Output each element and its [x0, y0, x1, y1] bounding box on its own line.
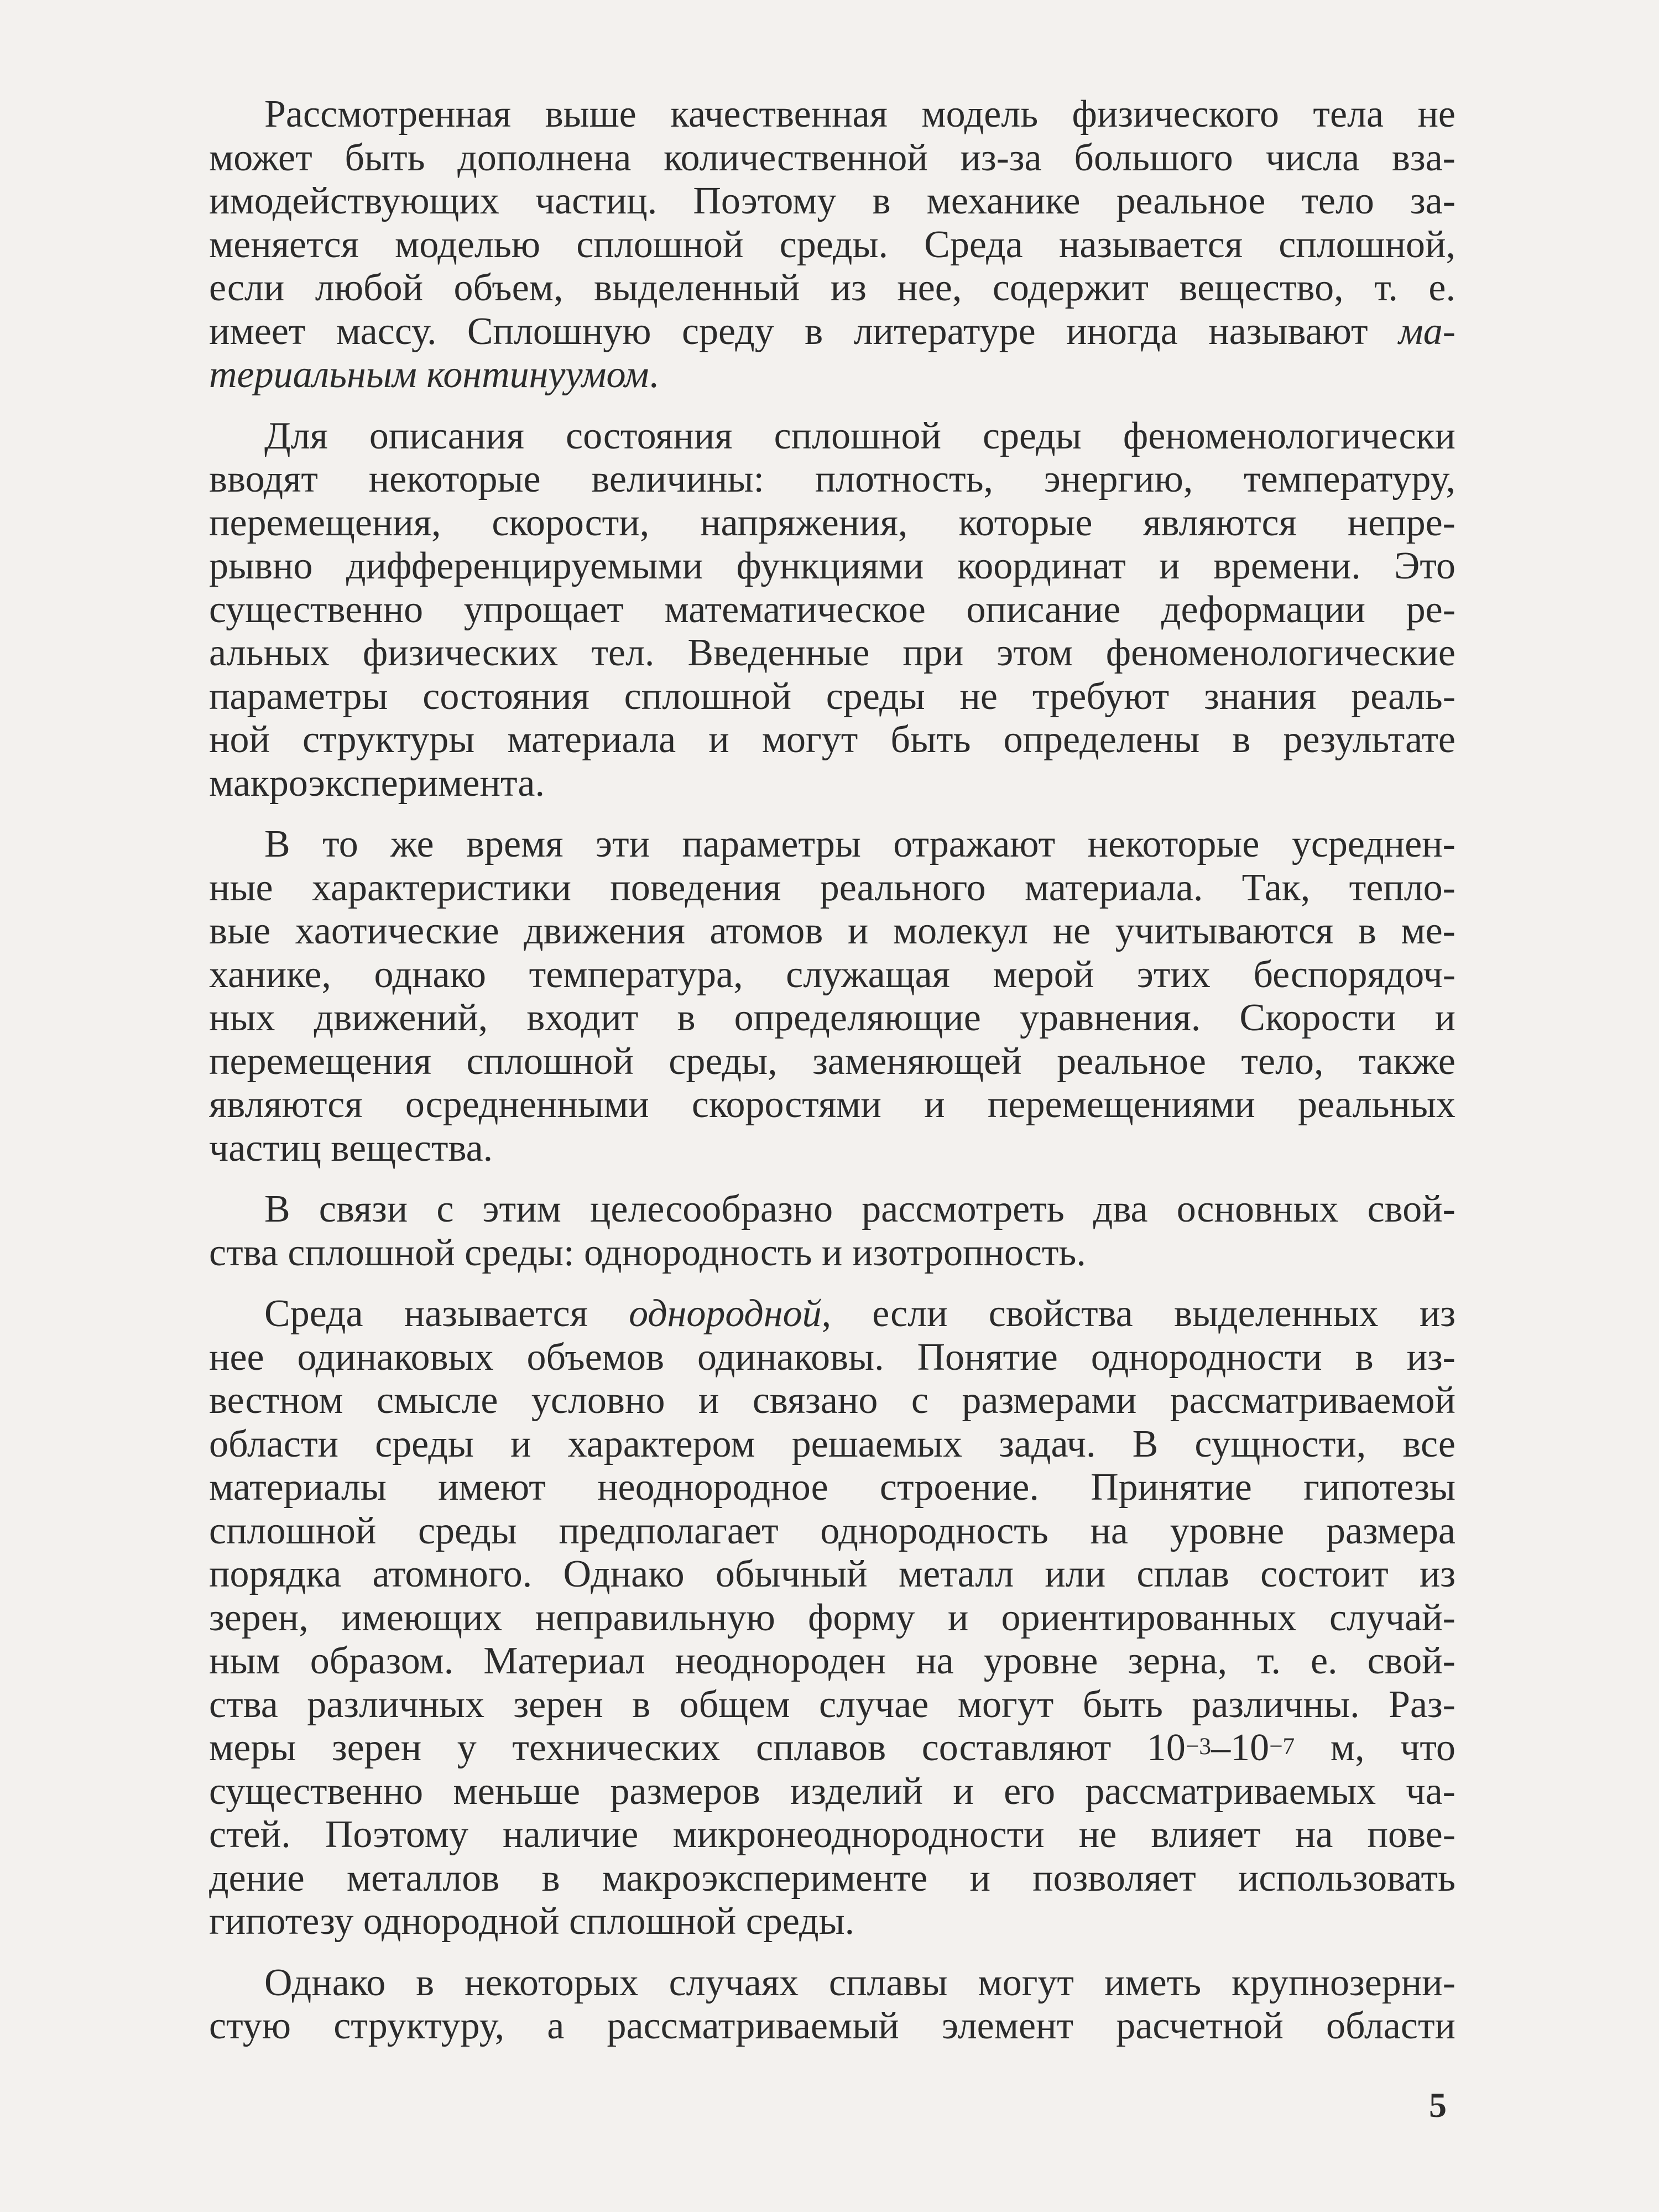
text-line: ханике, однако температура, служащая мерой этих беспорядоч- [209, 953, 1455, 996]
text-line: области среды и характером решаемых задач. В сущности, все [209, 1422, 1455, 1465]
text-line: перемещения, скорости, напряжения, которые являются непре- [209, 501, 1455, 544]
text-line: являются осредненными скоростями и перемещениями реальных [209, 1083, 1455, 1126]
text-line: стей. Поэтому наличие микронеоднородности не влияет на пове- [209, 1813, 1455, 1856]
text-line: существенно упрощает математическое описание деформации ре- [209, 588, 1455, 631]
text-line: гипотезу однородной сплошной среды. [209, 1900, 855, 1943]
text-line: сплошной среды предполагает однородность на уровне размера [209, 1509, 1455, 1552]
text-line: Для описания состояния сплошной среды феноменологически [264, 414, 1455, 457]
text-line: Однако в некоторых случаях сплавы могут иметь крупнозерни- [264, 1961, 1455, 2004]
text-line-with-italic: имеет массу. Сплошную среду в литературе иногда называют ма- [209, 310, 1455, 353]
text-line: ные характеристики поведения реального материала. Так, тепло- [209, 866, 1455, 909]
text-line: ным образом. Материал неоднороден на уровне зерна, т. е. свой- [209, 1640, 1455, 1682]
text-line-italic: териальным континуумом. [209, 353, 659, 396]
text-line: вестном смысле условно и связано с размерами рассматриваемой [209, 1379, 1455, 1422]
text-line-with-formula: меры зерен у технических сплавов составляют $10^{-3}-10^{-7}$ м, что [209, 1726, 1456, 1769]
paragraph-4 [209, 1188, 1455, 1275]
text-line: материалы имеют неоднородное строение. Принятие гипотезы [209, 1466, 1455, 1509]
text-line: В то же время эти параметры отражают некоторые усреднен- [264, 823, 1455, 865]
paragraph-6 [209, 1961, 1455, 2048]
text-line: дение металлов в макроэксперименте и позволяет использовать [209, 1856, 1455, 1900]
text-line: меняется моделью сплошной среды. Среда называется сплошной, [209, 223, 1455, 266]
text-line: ных движений, входит в определяющие уравнения. Скорости и [209, 997, 1455, 1039]
text-line: перемещения сплошной среды, заменяющей реальное тело, также [209, 1040, 1455, 1083]
text-line: ной структуры материала и могут быть определены в результате [209, 718, 1455, 761]
text-line: рывно дифференцируемыми функциями координат и времени. Это [209, 545, 1455, 587]
text-line: порядка атомного. Однако обычный металл или сплав состоит из [209, 1553, 1455, 1595]
text-line: вые хаотические движения атомов и молекул не учитываются в ме- [209, 910, 1455, 952]
text-line: вводят некоторые величины: плотность, энергию, температуру, [209, 458, 1455, 500]
text-line: параметры состояния сплошной среды не требуют знания реаль- [209, 675, 1455, 718]
text-line: если любой объем, выделенный из нее, содержит вещество, т. е. [209, 267, 1455, 309]
text-line: ства сплошной среды: однородность и изотропность. [209, 1231, 1086, 1274]
text-line: альных физических тел. Введенные при этом феноменологические [209, 632, 1455, 674]
text-line: ства различных зерен в общем случае могут быть различны. Раз- [209, 1683, 1455, 1726]
paragraph-2 [209, 415, 1455, 806]
text-column [209, 93, 1455, 2066]
text-line: имодействующих частиц. Поэтому в механике реальное тело за- [209, 180, 1455, 222]
text-line: В связи с этим целесообразно рассмотреть два основных свой- [264, 1188, 1455, 1230]
text-line: существенно меньше размеров изделий и его рассматриваемых ча- [209, 1770, 1455, 1813]
text-line-with-italic: Среда называется однородной, если свойства выделенных из [264, 1292, 1455, 1335]
text-line: макроэксперимента. [209, 761, 545, 805]
text-line: нее одинаковых объемов одинаковы. Понятие однородности в из- [209, 1335, 1455, 1379]
page-number: 5 [1429, 2085, 1447, 2125]
text-line: Рассмотренная выше качественная модель физического тела не [264, 93, 1455, 135]
paragraph-5 [209, 1292, 1455, 1944]
text-line: частиц вещества. [209, 1126, 493, 1170]
text-line: может быть дополнена количественной из-за большого числа вза- [209, 136, 1455, 179]
text-line: зерен, имеющих неправильную форму и ориентированных случай- [209, 1596, 1455, 1639]
paragraph-3 [209, 823, 1455, 1170]
paragraph-1 [209, 93, 1455, 397]
text-line: стую структуру, а рассматриваемый элемент расчетной области [209, 2005, 1455, 2047]
